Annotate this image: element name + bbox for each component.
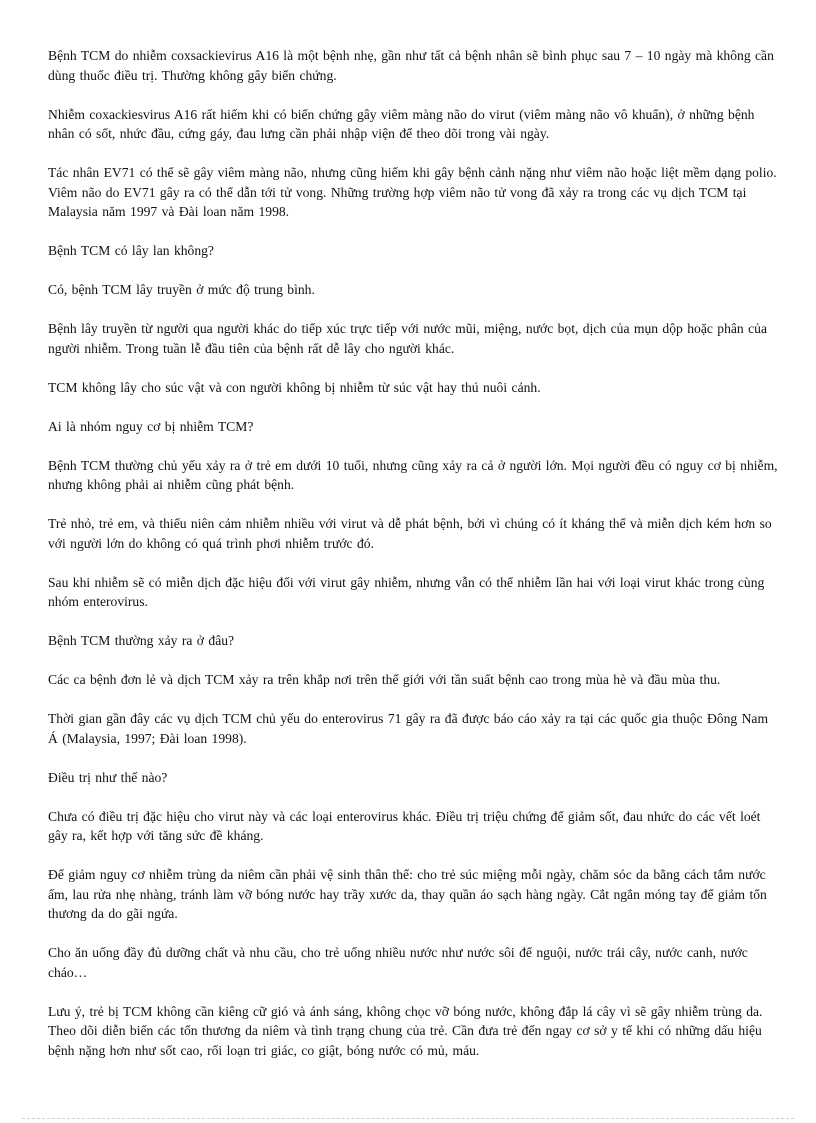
question-risk-group: Ai là nhóm nguy cơ bị nhiễm TCM? — [48, 418, 254, 434]
answer-contagious: Có, bệnh TCM lây truyền ở mức độ trung bình. — [48, 282, 315, 297]
question-contagious: Bệnh TCM có lây lan không? — [48, 243, 214, 258]
paragraph-meningitis-complication: Nhiễm coxackiesvirus A16 rất hiếm khi có biến chứng gây viêm màng não do virut (viêm màng não vô khuẩn), ở những bệnh nhân có sốt, nhức đầu, cứng gáy, đau lưng cần phải nhập viện để theo dõi trong vài ngày. — [48, 106, 755, 141]
paragraph-risk-children: Bệnh TCM thường chủ yếu xảy ra ở trẻ em dưới 10 tuổi, nhưng cũng xảy ra cả ở người lớn. Mọi người đều có nguy cơ bị nhiễm, nhưng không phải ai nhiễm cũng phát bệnh. — [48, 457, 778, 492]
paragraph-hygiene: Để giảm nguy cơ nhiễm trùng da niêm cần phải vệ sinh thân thể: cho trẻ súc miệng mỗi ngày, chăm sóc da bằng cách tắm nước ấm, lau rửa nhẹ nhàng, tránh làm vỡ bóng nước hay trầy xước da, thay quần áo sạch hàng ngày. Cắt ngắn móng tay để giảm tổn thương da do gãi ngứa. — [48, 867, 767, 921]
paragraph-nutrition: Cho ăn uống đầy đủ dưỡng chất và nhu cầu, cho trẻ uống nhiều nước như nước sôi để nguội, nước trái cây, nước canh, nước cháo… — [48, 945, 748, 980]
paragraph-southeast-asia: Thời gian gần đây các vụ dịch TCM chủ yếu do enterovirus 71 gây ra đã được báo cáo xảy ra tại các quốc gia thuộc Đông Nam Á (Malaysia, 1997; Đài loan 1998). — [48, 711, 769, 746]
question-treatment: Điều trị như thế nào? — [48, 769, 168, 785]
paragraph-worldwide: Các ca bệnh đơn lẻ và dịch TCM xảy ra trên khắp nơi trên thế giới với tần suất bệnh cao trong mùa hè và đầu mùa thu. — [48, 672, 721, 687]
question-where: Bệnh TCM thường xảy ra ở đâu? — [48, 633, 235, 648]
document-body — [48, 46, 782, 1080]
paragraph-transmission: Bệnh lây truyền từ người qua người khác do tiếp xúc trực tiếp với nước mũi, miệng, nước bọt, dịch của mụn dộp hoặc phân của người nhiễm. Trong tuần lễ đầu tiên của bệnh rất dễ lây cho người khác. — [48, 321, 767, 356]
paragraph-warnings: Lưu ý, trẻ bị TCM không cần kiêng cữ gió và ánh sáng, không chọc vỡ bóng nước, không đắp lá cây vì sẽ gây nhiễm trùng da. Theo dõi diễn biến các tổn thương da niêm và tình trạng chung của trẻ. Cần đưa trẻ đến ngay cơ sở y tế khi có những dấu hiệu bệnh nặng hơn như sốt cao, rối loạn tri giác, co giật, bóng nước có mủ, máu. — [48, 1003, 763, 1058]
paragraph-animals: TCM không lây cho súc vật và con người không bị nhiễm từ súc vật hay thú nuôi cảnh. — [48, 379, 541, 395]
paragraph-coxsackie-a16-mild: Bệnh TCM do nhiễm coxsackievirus A16 là một bệnh nhẹ, gần như tất cả bệnh nhân sẽ bình phục sau 7 – 10 ngày mà không cần dùng thuốc điều trị. Thường không gây biến chứng. — [48, 48, 774, 83]
paragraph-immunity-children: Trẻ nhỏ, trẻ em, và thiếu niên cảm nhiễm nhiều với virut và dễ phát bệnh, bởi vì chúng có ít kháng thể và miễn dịch kém hơn so với người lớn do không có quá trình phơi nhiễm trước đó. — [48, 516, 772, 551]
paragraph-ev71-severity: Tác nhân EV71 có thể sẽ gây viêm màng não, nhưng cũng hiếm khi gây bệnh cảnh nặng như viêm não hoặc liệt mềm dạng polio. Viêm não do EV71 gây ra có thể dẫn tới tử vong. Những trường hợp viêm não tử vong đã xảy ra trong các vụ dịch TCM tại Malaysia năm 1997 và Đài loan năm 1998. — [48, 165, 777, 219]
paragraph-symptomatic-treatment: Chưa có điều trị đặc hiệu cho virut này và các loại enterovirus khác. Điều trị triệu chứng để giảm sốt, đau nhức do các vết loét gây ra, kết hợp với tăng sức đề kháng. — [48, 808, 761, 843]
page-bottom-divider — [22, 1118, 794, 1119]
paragraph-reinfection: Sau khi nhiễm sẽ có miễn dịch đặc hiệu đối với virut gây nhiễm, nhưng vẫn có thể nhiễm lần hai với loại virut khác trong cùng nhóm enterovirus. — [48, 574, 765, 609]
